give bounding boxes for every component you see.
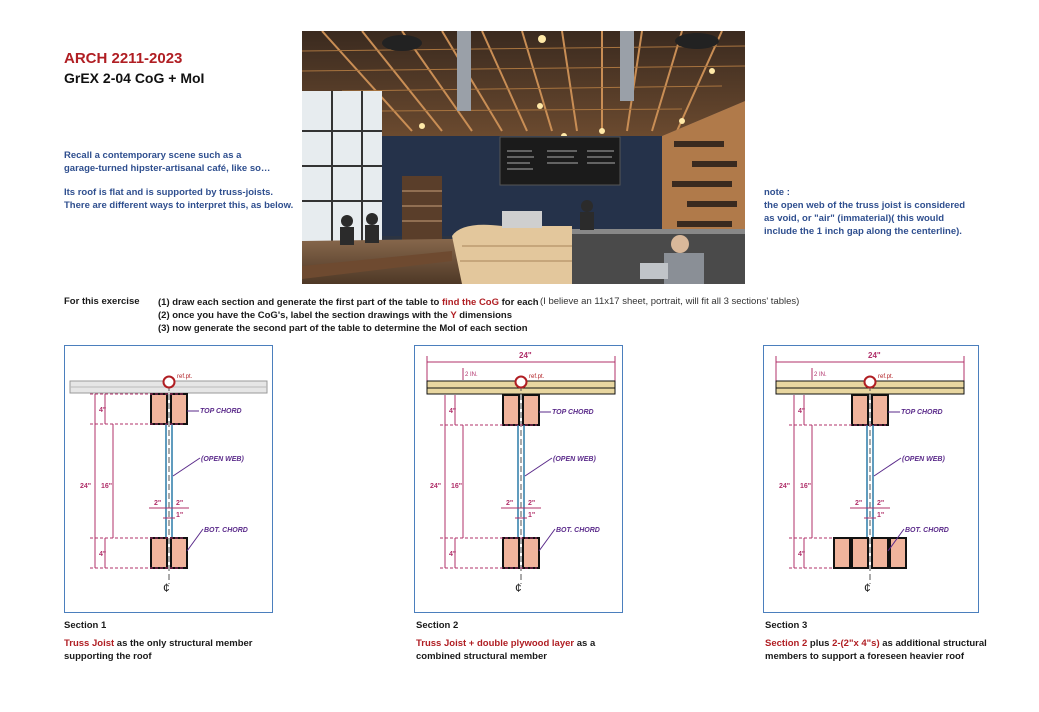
ref-point-label: ref.pt. bbox=[177, 374, 193, 380]
section-3-description bbox=[765, 637, 987, 663]
dim-total: 24" bbox=[80, 483, 92, 490]
dim-web: 16" bbox=[800, 483, 812, 490]
top-chord-label: TOP CHORD bbox=[200, 408, 242, 415]
section-text: supporting the roof bbox=[64, 651, 152, 662]
note-line: include the 1 inch gap along the centerline). bbox=[764, 226, 962, 237]
intro-line: Recall a contemporary scene such as a bbox=[64, 150, 242, 161]
step-1 bbox=[158, 296, 539, 309]
dim-one: 1" bbox=[877, 512, 885, 519]
intro-line: Its roof is flat and is supported by truss-joists. bbox=[64, 187, 274, 198]
section-text: plus bbox=[807, 638, 833, 649]
intro-line: garage-turned hipster-artisanal café, like so… bbox=[64, 163, 271, 174]
top-chord-label: TOP CHORD bbox=[901, 409, 943, 416]
step-text: (2) once you have the CoG's, label the section drawings with the bbox=[158, 310, 451, 321]
open-web-label: (OPEN WEB) bbox=[553, 456, 596, 463]
section-3-title: Section 3 bbox=[765, 620, 808, 631]
section-3-svg bbox=[764, 346, 978, 612]
section-2-drawing bbox=[414, 345, 623, 613]
bot-chord-label: BOT. CHORD bbox=[556, 527, 600, 534]
section-1-svg bbox=[65, 346, 272, 612]
section-text: as additional structural bbox=[879, 638, 987, 649]
dim-top: 4" bbox=[449, 408, 457, 415]
section-text: combined structural member bbox=[416, 651, 547, 662]
dim-total: 24" bbox=[430, 483, 442, 490]
section-1-description bbox=[64, 637, 253, 663]
dim-top: 4" bbox=[99, 407, 107, 414]
section-2-svg bbox=[415, 346, 623, 612]
section-highlight: Truss Joist bbox=[64, 638, 115, 649]
section-text: as the only structural member bbox=[114, 638, 253, 649]
dim-one: 1" bbox=[176, 512, 184, 519]
bot-chord-label: BOT. CHORD bbox=[905, 527, 949, 534]
open-web-label: (OPEN WEB) bbox=[902, 456, 945, 463]
note-text bbox=[764, 186, 965, 238]
dim-one: 1" bbox=[528, 512, 536, 519]
dim-bot: 4" bbox=[798, 551, 806, 558]
dim-web: 16" bbox=[101, 483, 113, 490]
section-highlight: Truss Joist + double plywood layer bbox=[416, 638, 575, 649]
cafe-photo bbox=[302, 31, 745, 284]
section-2-description bbox=[416, 637, 595, 663]
step-text: for each bbox=[499, 297, 539, 308]
section-text: members to support a foreseen heavier roof bbox=[765, 651, 965, 662]
dim-width: 24" bbox=[868, 351, 881, 360]
section-text: as a bbox=[574, 638, 596, 649]
open-web-label: (OPEN WEB) bbox=[201, 456, 244, 463]
dim-two-left: 2" bbox=[855, 500, 863, 507]
dim-two-right: 2" bbox=[528, 500, 536, 507]
step-highlight: find the CoG bbox=[442, 297, 499, 308]
section-highlight: Section 2 bbox=[765, 638, 808, 649]
section-1-drawing bbox=[64, 345, 273, 613]
intro-line: There are different ways to interpret this, as below. bbox=[64, 200, 294, 211]
dim-width: 24" bbox=[519, 351, 532, 360]
dim-two-right: 2" bbox=[176, 500, 184, 507]
step-text: dimensions bbox=[456, 310, 513, 321]
exercise-title: GrEX 2-04 CoG + MoI bbox=[64, 70, 205, 86]
bot-chord-label: BOT. CHORD bbox=[204, 527, 248, 534]
section-1-title: Section 1 bbox=[64, 620, 107, 631]
sheet-hint: (I believe an 11x17 sheet, portrait, will fit all 3 sections' tables) bbox=[540, 296, 800, 307]
exercise-label: For this exercise bbox=[64, 296, 140, 307]
dim-two-left: 2" bbox=[154, 500, 162, 507]
top-chord-label: TOP CHORD bbox=[552, 409, 594, 416]
dim-top: 4" bbox=[798, 408, 806, 415]
section-3-drawing bbox=[763, 345, 979, 613]
dim-total: 24" bbox=[779, 483, 791, 490]
note-line: the open web of the truss joist is considered bbox=[764, 200, 966, 211]
exercise-steps bbox=[158, 296, 539, 335]
note-line: as void, or "air" (immaterial)( this would bbox=[764, 213, 945, 224]
step-2 bbox=[158, 309, 539, 322]
dim-2in: 2 IN. bbox=[465, 372, 478, 378]
centerline-symbol: ¢ bbox=[163, 581, 170, 595]
dim-two-left: 2" bbox=[506, 500, 514, 507]
course-code: ARCH 2211-2023 bbox=[64, 50, 183, 67]
section-2-title: Section 2 bbox=[416, 620, 459, 631]
dim-bot: 4" bbox=[99, 551, 107, 558]
dim-web: 16" bbox=[451, 483, 463, 490]
step-text: (1) draw each section and generate the first part of the table to bbox=[158, 297, 442, 308]
dim-2in: 2 IN. bbox=[814, 372, 827, 378]
section-highlight: 2-(2"x 4"s) bbox=[832, 638, 880, 649]
dim-two-right: 2" bbox=[877, 500, 885, 507]
centerline-symbol: ¢ bbox=[515, 581, 522, 595]
note-line: note : bbox=[764, 187, 790, 198]
dim-bot: 4" bbox=[449, 551, 457, 558]
ref-point-label: ref.pt. bbox=[878, 374, 894, 380]
step-3: (3) now generate the second part of the table to determine the MoI of each section bbox=[158, 323, 528, 334]
centerline-symbol: ¢ bbox=[864, 581, 871, 595]
step-highlight: Y bbox=[450, 310, 457, 321]
intro-text bbox=[64, 149, 293, 212]
ref-point-label: ref.pt. bbox=[529, 374, 545, 380]
cafe-scene-illustration bbox=[302, 31, 745, 284]
